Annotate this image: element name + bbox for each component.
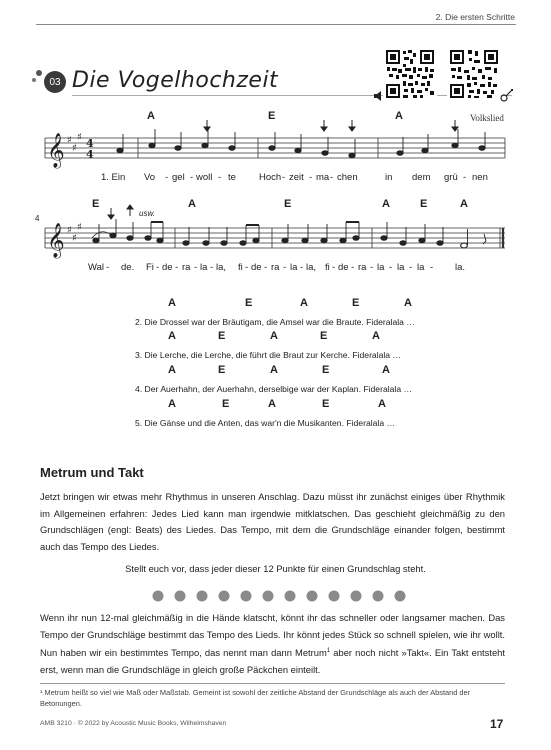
svg-text:♯: ♯	[67, 225, 72, 236]
svg-text:de: de	[162, 262, 173, 273]
lyrics-row-2	[88, 262, 465, 273]
svg-text:grü: grü	[444, 172, 458, 183]
svg-text:la: la	[397, 262, 405, 273]
imprint: AMB 3210 · © 2022 by Acoustic Music Books, Wilhelmshaven	[40, 720, 227, 727]
chord: E	[92, 198, 100, 210]
svg-text:zeit: zeit	[289, 172, 304, 183]
chord: A	[460, 198, 468, 210]
chord: A	[188, 198, 196, 210]
beat-dot	[329, 591, 340, 602]
svg-text:woll: woll	[196, 172, 213, 183]
svg-text:de: de	[251, 262, 262, 273]
svg-text:Hoch: Hoch	[259, 172, 282, 183]
svg-text:ra: ra	[271, 262, 280, 273]
stanza-text: 2. Die Drossel war der Bräutigam, die Amsel war die Braute. Fideralala …	[135, 317, 415, 327]
chord: E	[284, 198, 292, 210]
decor-dot	[36, 70, 42, 76]
svg-text:4: 4	[86, 137, 94, 150]
svg-text:-: -	[430, 262, 434, 273]
beat-dot	[285, 591, 296, 602]
qr-code-audio[interactable]	[383, 47, 437, 101]
chord: A	[382, 198, 390, 210]
svg-text:Wal: Wal	[88, 262, 105, 273]
stanza-text: 4. Der Auerhahn, der Auerhahn, derselbige war der Kaplan. Fideralala …	[135, 384, 413, 394]
strum-arrows-row-1	[204, 120, 458, 131]
qr-code-video[interactable]	[447, 47, 501, 101]
svg-text:-: -	[351, 262, 355, 273]
chord: E	[268, 110, 276, 122]
beat-dot	[175, 591, 186, 602]
svg-text:ra: ra	[182, 262, 191, 273]
usw-label: usw.	[139, 209, 156, 218]
time-signature	[86, 137, 94, 161]
svg-text:la,: la,	[216, 262, 227, 273]
svg-text:♯: ♯	[77, 132, 82, 143]
beat-dot	[263, 591, 274, 602]
beat-dot	[373, 591, 384, 602]
instruction-line: Stellt euch vor, dass jeder dieser 12 Punkte für einen Grundschlag steht.	[125, 563, 426, 574]
svg-text:-: -	[245, 262, 249, 273]
svg-text:-: -	[282, 172, 286, 183]
song-number-badge: 03	[44, 71, 66, 93]
svg-text:-: -	[370, 262, 374, 273]
svg-text:Fi: Fi	[146, 262, 154, 273]
decor-dot	[32, 78, 36, 82]
svg-text:la,: la,	[306, 262, 317, 273]
paragraph-metrum: Wenn ihr nun 12-mal gleichmäßig in die Hände klatscht, könnt ihr das schneller oder langsamer machen. Das Tempo der Grundschläge bestimmt das Tempo des Lieds. Ihr könnt jedes Stück so schnell spielen, wie ihr wollt. Nun haben wir ein bestimmtes Tempo, das nennt man dann Metrum$^1$ aber noch nicht »Takt«. Ein Takt entsteht erst, wenn man die Grundschläge in gleich große Päckchen einteilt.	[40, 612, 505, 675]
svg-text:-: -	[194, 262, 198, 273]
stanza-text: 5. Die Gänse und die Anten, das war'n die Musikanten. Fideralala …	[135, 418, 396, 428]
svg-text:4: 4	[86, 148, 94, 161]
header-rule	[36, 24, 516, 25]
svg-text:-: -	[190, 172, 194, 183]
measure-number: 4	[35, 214, 40, 223]
svg-text:-: -	[175, 262, 179, 273]
svg-text:nen: nen	[472, 172, 488, 183]
svg-text:de: de	[338, 262, 349, 273]
svg-text:-: -	[156, 262, 160, 273]
svg-text:♯: ♯	[67, 135, 72, 146]
title-rule	[72, 95, 512, 96]
svg-text:-: -	[332, 262, 336, 273]
beat-dots	[150, 588, 410, 604]
beat-dot	[219, 591, 230, 602]
svg-text:chen: chen	[337, 172, 358, 183]
section-heading: Metrum und Takt	[40, 465, 144, 480]
svg-text:la.: la.	[455, 262, 466, 273]
footnote: ¹ Metrum heißt so viel wie Maß oder Maßstab. Gemeint ist sowohl der zeitliche Abstand der Grundschläge als auch der Abstand der Betonungen.	[40, 688, 471, 708]
notes-row-2	[92, 219, 486, 248]
svg-text:♯: ♯	[72, 143, 77, 154]
svg-text:1. Ein: 1. Ein	[101, 172, 126, 183]
paragraph-intro: Jetzt bringen wir etwas mehr Rhythmus in unseren Anschlag. Dazu müsst ihr zunächst einiges über Rhythmik im Allgemeinen erfahren: Jedes Lied kann man irgendwie mitklatschen. Das geschieht gleichmäßig zu den Grundschlägen (engl: Beats) des Liedes. Das Tempo, mit dem die Grundschläge einander folgen, bestimmt auch das Tempo des Liedes.	[40, 491, 505, 552]
beat-dot	[197, 591, 208, 602]
chord: E	[420, 198, 428, 210]
svg-text:la: la	[377, 262, 385, 273]
lyrics-row-1	[101, 172, 488, 183]
chord: A	[395, 110, 403, 122]
svg-text:♯: ♯	[72, 233, 77, 244]
svg-text:la: la	[200, 262, 208, 273]
svg-text:te: te	[228, 172, 236, 183]
treble-clef: 𝄞	[47, 133, 65, 168]
svg-text:in: in	[385, 172, 393, 183]
svg-text:fi: fi	[325, 262, 330, 273]
beat-dot	[307, 591, 318, 602]
svg-text:gel: gel	[172, 172, 185, 183]
svg-text:-: -	[463, 172, 467, 183]
running-header: 2. Die ersten Schritte	[435, 12, 515, 22]
composer-label: Volkslied	[470, 113, 504, 123]
svg-text:-: -	[309, 172, 313, 183]
chords-row-1	[147, 110, 403, 122]
svg-text:-: -	[106, 262, 110, 273]
song-title: Die Vogelhochzeit	[72, 68, 279, 93]
strum-arrows-row-2	[108, 205, 133, 219]
svg-text:-: -	[165, 172, 169, 183]
svg-text:♯: ♯	[77, 222, 82, 233]
svg-text:la: la	[417, 262, 425, 273]
footnote-rule	[40, 683, 505, 684]
svg-text:-: -	[283, 262, 287, 273]
page-number: 17	[490, 717, 504, 731]
svg-text:dem: dem	[412, 172, 431, 183]
svg-text:fi: fi	[238, 262, 243, 273]
beat-dot	[241, 591, 252, 602]
beat-dot	[395, 591, 406, 602]
svg-text:la: la	[290, 262, 298, 273]
svg-text:-: -	[389, 262, 393, 273]
treble-clef: 𝄞	[47, 223, 65, 258]
stanza-text: 3. Die Lerche, die Lerche, die führt die Braut zur Kerche. Fideralala …	[135, 350, 402, 360]
svg-text:ra: ra	[358, 262, 367, 273]
svg-text:-: -	[264, 262, 268, 273]
beat-dot	[351, 591, 362, 602]
chord: A	[147, 110, 155, 122]
svg-text:-: -	[330, 172, 334, 183]
svg-text:Vo: Vo	[144, 172, 156, 183]
beat-dot	[153, 591, 164, 602]
svg-text:ma: ma	[316, 172, 330, 183]
svg-text:de.: de.	[121, 262, 135, 273]
svg-text:-: -	[218, 172, 222, 183]
svg-text:-: -	[210, 262, 214, 273]
svg-text:-: -	[300, 262, 304, 273]
music-score	[0, 100, 551, 280]
svg-text:-: -	[409, 262, 413, 273]
